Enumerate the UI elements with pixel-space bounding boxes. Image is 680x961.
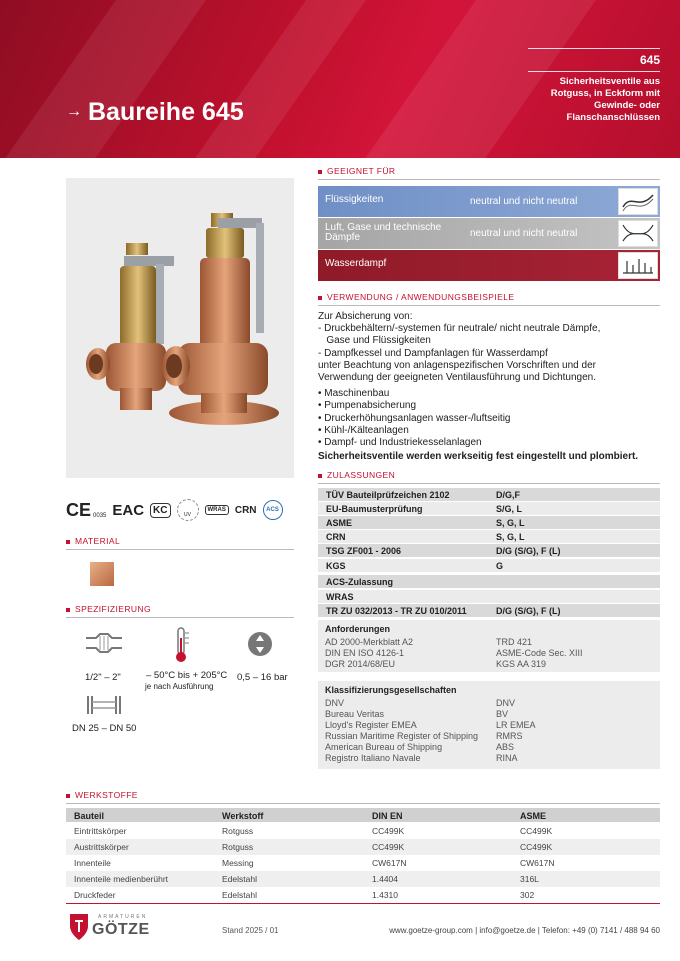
list-item: • Kühl-/Kälteanlagen bbox=[318, 425, 663, 437]
table-row: TÜV Bauteilprüfzeichen 2102 D/G,F bbox=[318, 488, 660, 501]
table-row: TSG ZF001 - 2006 D/G (S/G), F (L) bbox=[318, 544, 660, 557]
table-row: Innenteile Messing CW617N CW617N bbox=[74, 858, 555, 868]
suitable-heading: GEEIGNET FÜR bbox=[318, 166, 395, 176]
acs-icon: ACS bbox=[263, 500, 283, 520]
goetze-logo-icon bbox=[68, 912, 90, 942]
table-row: Innenteile medienberührt Edelstahl 1.4404 316L bbox=[66, 871, 660, 887]
thread-size: 1/2" – 2" bbox=[85, 672, 121, 683]
eac-icon: EAC bbox=[112, 501, 145, 519]
table-row: KGS G bbox=[318, 559, 660, 572]
pressure-icon bbox=[246, 630, 274, 658]
materials-heading: WERKSTOFFE bbox=[66, 790, 138, 800]
thread-connection-icon bbox=[84, 630, 124, 656]
document-date: Stand 2025 / 01 bbox=[222, 926, 279, 935]
page-title: Baureihe 645 bbox=[88, 98, 244, 126]
table-row: EU-Baumusterprüfung S/G, L bbox=[318, 502, 660, 515]
certification-logos bbox=[66, 499, 283, 521]
classification-heading: Klassifizierungsgesellschaften bbox=[325, 685, 457, 695]
list-item: • Maschinenbau bbox=[318, 388, 663, 400]
table-row: ACS-Zulassung bbox=[318, 575, 660, 588]
series-number: 645 bbox=[639, 53, 660, 67]
list-item: • Druckerhöhungsanlagen wasser-/luftseitig bbox=[318, 413, 663, 425]
liquid-flow-icon bbox=[618, 188, 658, 215]
usage-heading: VERWENDUNG / ANWENDUNGSBEISPIELE bbox=[318, 292, 514, 302]
kc-icon: KC bbox=[150, 503, 170, 518]
temperature-range: – 50°C bis + 205°C bbox=[146, 670, 228, 681]
list-item: • Pumpenabsicherung bbox=[318, 400, 663, 412]
temperature-note: je nach Ausführung bbox=[145, 682, 214, 691]
crn-icon: CRN bbox=[234, 504, 257, 516]
steam-icon bbox=[618, 252, 658, 279]
requirements-block: Anforderungen AD 2000-Merkblatt A2 DIN EN ISO 4126-1 DGR 2014/68/EU TRD 421 ASME-Code Sec. XIII KGS AA 319 bbox=[318, 620, 660, 672]
thermometer-icon bbox=[170, 626, 192, 664]
material-swatch bbox=[90, 562, 114, 586]
table-row: Eintrittskörper Rotguss CC499K CC499K bbox=[74, 826, 553, 836]
requirements-heading: Anforderungen bbox=[325, 624, 390, 634]
suitable-row-steam: Wasserdampf bbox=[318, 250, 660, 281]
series-info bbox=[528, 48, 660, 124]
flange-connection-icon bbox=[84, 692, 124, 718]
table-row: Druckfeder Edelstahl 1.4310 302 bbox=[74, 890, 535, 900]
gas-flow-icon bbox=[618, 220, 658, 247]
usage-note: Sicherheitsventile werden werkseitig fest eingestellt und plombiert. bbox=[318, 451, 639, 463]
table-row: Austrittskörper Rotguss CC499K CC499K bbox=[66, 839, 660, 855]
pressure-range: 0,5 – 16 bar bbox=[237, 672, 288, 683]
ce-number: 0035 bbox=[93, 513, 107, 519]
table-row: CRN S, G, L bbox=[318, 530, 660, 543]
header-banner bbox=[0, 0, 680, 158]
material-heading: MATERIAL bbox=[66, 536, 120, 546]
materials-table-header: Bauteil Werkstoff DIN EN ASME bbox=[66, 808, 660, 822]
suitable-row-liquids: Flüssigkeiten neutral und nicht neutral bbox=[318, 186, 660, 217]
table-row: TR ZU 032/2013 - TR ZU 010/2011 D/G (S/G), F (L) bbox=[318, 604, 660, 617]
product-image bbox=[66, 178, 294, 478]
usage-list bbox=[318, 388, 663, 449]
classification-block: Klassifizierungsgesellschaften DNV Bureau Veritas Lloyd's Register EMEA Russian Maritime Register of Shipping American Bureau of Shipping Registro Italiano Navale DNV BV LR EMEA RMRS ABS RINA bbox=[318, 681, 660, 769]
ce-mark-icon: CE bbox=[66, 499, 92, 520]
logo-subtitle: ARMATUREN bbox=[98, 914, 148, 920]
spec-heading: SPEZIFIZIERUNG bbox=[66, 604, 151, 614]
approvals-heading: ZULASSUNGEN bbox=[318, 470, 395, 480]
footer-divider bbox=[66, 903, 660, 904]
arrow-icon: → bbox=[66, 103, 82, 120]
logo-text: GÖTZE bbox=[92, 921, 150, 938]
suitable-row-gases: Luft, Gase und technische Dämpfe neutral und nicht neutral bbox=[318, 218, 660, 249]
uv-icon: UV bbox=[177, 499, 199, 521]
list-item: • Dampf- und Industriekesselanlagen bbox=[318, 437, 663, 449]
series-description: Sicherheitsventile aus Rotguss, in Eckform mit Gewinde- oder Flanschanschlüssen bbox=[550, 76, 660, 123]
table-row: WRAS bbox=[318, 590, 660, 603]
contact-info: www.goetze-group.com | info@goetze.de | Telefon: +49 (0) 7141 / 488 94 60 bbox=[389, 926, 660, 935]
flange-size: DN 25 – DN 50 bbox=[72, 723, 137, 734]
usage-text: Zur Absicherung von: - Druckbehältern/-systemen für neutrale/ nicht neutrale Dämpfe, Gase und Flüssigkeiten - Dampfkessel und Dampfanlagen für Wasserdampf unter Beachtung von anlagenspezifischen Vorschriften und der Verwendung der geeigneten Ventilausführung und Dichtungen. • Maschinenbau • Pumpenabsicherung • Druckerhöhungsanlagen wasser-/luftseitig • Kühl-/Kälteanlagen • Dampf- und Industriekesselanlagen Sicherheitsventile werden werkseitig fest eingestellt und plombiert. bbox=[318, 311, 663, 463]
wras-icon: WRAS bbox=[205, 505, 229, 515]
table-row: ASME S, G, L bbox=[318, 516, 660, 529]
